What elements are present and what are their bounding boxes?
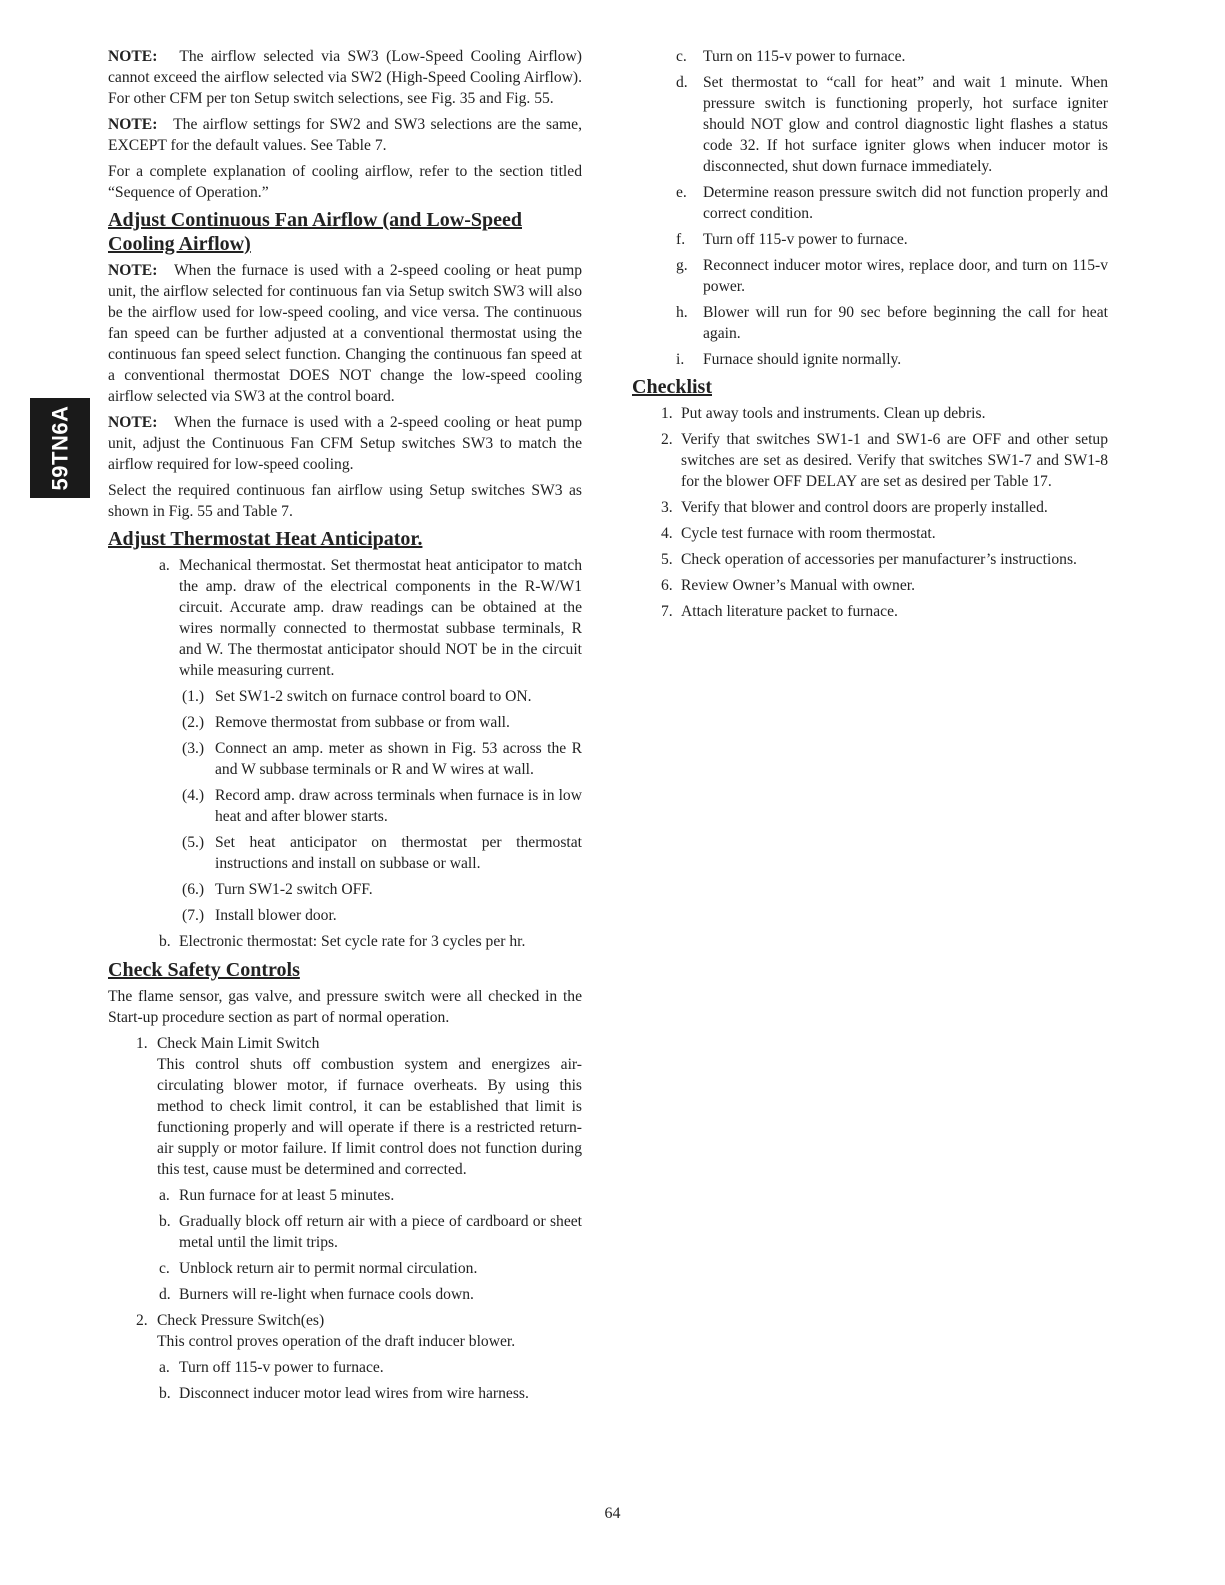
- list-item: [632, 497, 1108, 518]
- note-label: NOTE:: [108, 48, 158, 65]
- side-tab: [30, 398, 90, 498]
- list-marker: (7.): [182, 907, 205, 924]
- list-marker: 6.: [661, 577, 673, 594]
- list-item-text: Disconnect inducer motor lead wires from wire harness.: [179, 1385, 529, 1402]
- list-item-text: Attach literature packet to furnace.: [681, 603, 898, 620]
- pressure-steps: [108, 1357, 582, 1404]
- list-item-text: Gradually block off return air with a piece of cardboard or sheet metal until the limit trips.: [179, 1213, 582, 1251]
- list-marker: a.: [159, 1359, 170, 1376]
- list-marker: i.: [676, 351, 685, 368]
- list-item-text: Set heat anticipator on thermostat per thermostat instructions and install on subbase or wall.: [215, 834, 582, 872]
- left-column: [108, 46, 582, 1409]
- list-item: [632, 349, 1108, 370]
- side-tab-label: 59TN6A: [47, 405, 73, 491]
- note-label: NOTE:: [108, 262, 158, 279]
- note-2: [108, 114, 582, 156]
- list-marker: c.: [676, 48, 687, 65]
- list-item: [108, 1383, 582, 1404]
- list-marker: 4.: [661, 525, 673, 542]
- right-column: [632, 46, 1108, 627]
- list-item-text: Reconnect inducer motor wires, replace door, and turn on 115-v power.: [703, 257, 1108, 295]
- list-item-text: Run furnace for at least 5 minutes.: [179, 1187, 395, 1204]
- heading-safety-controls: Check Safety Controls: [108, 959, 300, 981]
- list-item: [632, 403, 1108, 424]
- list-marker: b.: [159, 1213, 171, 1230]
- list-item: [108, 1284, 582, 1305]
- list-item: [108, 931, 582, 952]
- paragraph: Select the required continuous fan airflow using Setup switches SW3 as shown in Fig. 55 and Table 7.: [108, 482, 582, 520]
- note-label: NOTE:: [108, 116, 158, 133]
- list-item: [632, 601, 1108, 622]
- list-item-text: Set SW1-2 switch on furnace control board to ON.: [215, 688, 532, 705]
- list-item-text: Unblock return air to permit normal circulation.: [179, 1260, 478, 1277]
- list-marker: 1.: [661, 405, 673, 422]
- list-item-text: Turn off 115-v power to furnace.: [179, 1359, 384, 1376]
- note-3: [108, 260, 582, 407]
- list-item: [632, 302, 1108, 344]
- list-item-text: Remove thermostat from subbase or from wall.: [215, 714, 510, 731]
- paragraph: For a complete explanation of cooling airflow, refer to the section titled “Sequence of Operation.”: [108, 163, 582, 201]
- list-marker: (2.): [182, 714, 205, 731]
- list-marker: 7.: [661, 603, 673, 620]
- list-item: [108, 1310, 582, 1331]
- list-item: [108, 832, 582, 874]
- heading-heat-anticipator: Adjust Thermostat Heat Anticipator.: [108, 528, 423, 550]
- list-item-text: Verify that switches SW1-1 and SW1-6 are OFF and other setup switches are set as desired. Verify that switches SW1-7 and SW1-8 for the blower OFF DELAY are set as desired per Table 17.: [681, 431, 1108, 490]
- list-item-text: Turn off 115-v power to furnace.: [703, 231, 908, 248]
- list-marker: a.: [159, 1187, 170, 1204]
- heading-continuous-fan: Adjust Continuous Fan Airflow (and Low-Speed Cooling Airflow): [108, 209, 522, 255]
- list-item-text: Electronic thermostat: Set cycle rate for 3 cycles per hr.: [179, 933, 526, 950]
- pressure-steps-continued: [632, 46, 1108, 370]
- list-item-text: Blower will run for 90 sec before beginning the call for heat again.: [703, 304, 1108, 342]
- list-marker: h.: [676, 304, 688, 321]
- paragraph: The flame sensor, gas valve, and pressure switch were all checked in the Start-up procedure section as part of normal operation.: [108, 988, 582, 1026]
- list-marker: e.: [676, 184, 687, 201]
- list-marker: b.: [159, 933, 171, 950]
- list-item-title: Check Pressure Switch(es): [157, 1312, 325, 1329]
- list-item-text: Put away tools and instruments. Clean up debris.: [681, 405, 986, 422]
- list-item: [108, 738, 582, 780]
- list-marker: 1.: [136, 1035, 148, 1052]
- list-marker: c.: [159, 1260, 170, 1277]
- list-item: [108, 1357, 582, 1378]
- list-marker: b.: [159, 1385, 171, 1402]
- list-item-text: Verify that blower and control doors are properly installed.: [681, 499, 1048, 516]
- list-item: [108, 712, 582, 733]
- note-text: The airflow settings for SW2 and SW3 selections are the same, EXCEPT for the default values. See Table 7.: [108, 116, 582, 154]
- list-item-body: This control proves operation of the draft inducer blower.: [157, 1333, 516, 1350]
- list-item: [632, 429, 1108, 492]
- note-text: The airflow selected via SW3 (Low-Speed Cooling Airflow) cannot exceed the airflow selected via SW2 (High-Speed Cooling Airflow). For other CFM per ton Setup switch selections, see Fig. 35 and Fig. 55.: [108, 48, 582, 107]
- list-item: [632, 72, 1108, 177]
- list-item-text: Check operation of accessories per manufacturer’s instructions.: [681, 551, 1077, 568]
- list-item: [632, 229, 1108, 250]
- list-item: [108, 686, 582, 707]
- list-item-text: Burners will re-light when furnace cools down.: [179, 1286, 474, 1303]
- limit-steps: [108, 1185, 582, 1305]
- list-item-title: Check Main Limit Switch: [157, 1035, 320, 1052]
- note-text: When the furnace is used with a 2-speed cooling or heat pump unit, the airflow selected for continuous fan via Setup switch SW3 will also be the airflow used for low-speed cooling, and vice versa. The continuous fan speed can be further adjusted at a conventional thermostat using the continuous fan speed select function. Changing the continuous fan speed at a conventional thermostat DOES NOT change the low-speed cooling airflow selected via SW3 at the control board.: [108, 262, 582, 405]
- list-item: [632, 523, 1108, 544]
- heading-checklist: Checklist: [632, 376, 712, 398]
- list-item: [108, 1033, 582, 1054]
- list-item: [108, 1211, 582, 1253]
- page-number: 64: [604, 1505, 621, 1522]
- note-4: [108, 412, 582, 475]
- note-label: NOTE:: [108, 414, 158, 431]
- list-marker: 5.: [661, 551, 673, 568]
- list-item: [632, 575, 1108, 596]
- list-item-body: This control shuts off combustion system and energizes air-circulating blower motor, if furnace overheats. By using this method to check limit control, it can be established that limit is functioning properly and will operate if there is a restricted return-air supply or motor failure. If limit control does not function during this test, cause must be determined and corrected.: [157, 1056, 582, 1178]
- list-marker: (3.): [182, 740, 205, 757]
- list-marker: d.: [159, 1286, 171, 1303]
- list-item: [632, 255, 1108, 297]
- list-marker: (4.): [182, 787, 205, 804]
- note-text: When the furnace is used with a 2-speed cooling or heat pump unit, adjust the Continuous Fan CFM Setup switches SW3 to match the airflow required for low-speed cooling.: [108, 414, 582, 473]
- list-item-text: Turn SW1-2 switch OFF.: [215, 881, 373, 898]
- list-item: [108, 555, 582, 681]
- list-marker: g.: [676, 257, 688, 274]
- list-item: [108, 879, 582, 900]
- list-item-text: Connect an amp. meter as shown in Fig. 53 across the R and W subbase terminals or R and W wires at wall.: [215, 740, 582, 778]
- list-item: [108, 1258, 582, 1279]
- note-1: [108, 46, 582, 109]
- anticipator-steps: [108, 686, 582, 926]
- list-item-text: Record amp. draw across terminals when furnace is in low heat and after blower starts.: [215, 787, 582, 825]
- checklist: [632, 403, 1108, 622]
- list-item-text: Review Owner’s Manual with owner.: [681, 577, 916, 594]
- list-item-text: Cycle test furnace with room thermostat.: [681, 525, 936, 542]
- list-item-text: Determine reason pressure switch did not function properly and correct condition.: [703, 184, 1108, 222]
- list-item-text: Set thermostat to “call for heat” and wait 1 minute. When pressure switch is functioning properly, hot surface igniter should NOT glow and control diagnostic light flashes a status code 32. If hot surface igniter glows when inducer motor is disconnected, shut down furnace immediately.: [703, 74, 1108, 175]
- list-item-text: Turn on 115-v power to furnace.: [703, 48, 906, 65]
- list-marker: 2.: [661, 431, 673, 448]
- list-item-text: Install blower door.: [215, 907, 337, 924]
- list-item: [632, 46, 1108, 67]
- list-item: [108, 905, 582, 926]
- list-marker: f.: [676, 231, 686, 248]
- list-marker: (6.): [182, 881, 205, 898]
- list-marker: d.: [676, 74, 688, 91]
- list-item-text: Mechanical thermostat. Set thermostat heat anticipator to match the amp. draw of the electrical components in the R-W/W1 circuit. Accurate amp. draw readings can be obtained at the wires normally connected to thermostat subbase terminals, R and W. The thermostat anticipator should NOT be in the circuit while measuring current.: [179, 557, 582, 679]
- list-item-text: Furnace should ignite normally.: [703, 351, 902, 368]
- list-item: [632, 182, 1108, 224]
- list-item: [632, 549, 1108, 570]
- list-marker: 3.: [661, 499, 673, 516]
- list-marker: 2.: [136, 1312, 148, 1329]
- list-item: [108, 785, 582, 827]
- list-marker: (5.): [182, 834, 205, 851]
- list-marker: a.: [159, 557, 170, 574]
- list-marker: (1.): [182, 688, 205, 705]
- list-item: [108, 1185, 582, 1206]
